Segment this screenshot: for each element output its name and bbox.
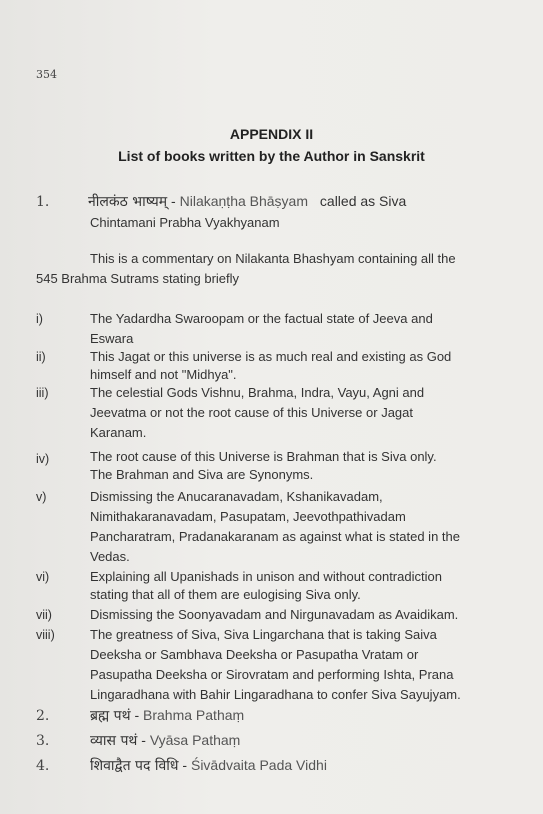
point-line: Eswara — [90, 331, 134, 346]
entry-line2: Chintamani Prabha Vyakhyanam — [90, 215, 280, 230]
entry-extra: called as Siva — [319, 193, 407, 209]
entry-devanagari: ब्रह्म पथं — [90, 708, 131, 724]
entry-title-line — [90, 731, 240, 750]
entry-devanagari: शिवाद्वैत पद विधि — [90, 758, 179, 774]
point-line: The root cause of this Universe is Brahman that is Siva only. — [90, 449, 437, 464]
entry-name: Nilakaṇṭha Bhāṣyam — [179, 193, 309, 209]
point-line: Lingaradhana with Bahir Lingaradhana to confer Siva Sayujyam. — [90, 687, 461, 702]
point-line: Jeevatma or not the root cause of this Universe or Jagat — [90, 405, 414, 420]
point-line: Dismissing the Soonyavadam and Nirgunavadam as Avaidikam. — [90, 607, 459, 622]
entry-name: Śivādvaita Pada Vidhi — [190, 757, 327, 773]
appendix-title: APPENDIX II — [229, 126, 314, 142]
point-line: This Jagat or this universe is as much real and existing as God — [90, 349, 452, 364]
point-numeral: i) — [36, 312, 43, 326]
point-numeral: ii) — [36, 350, 46, 364]
entry-number: 2. — [36, 708, 50, 724]
entry-name: Brahma Pathaṃ — [143, 707, 245, 723]
subtitle: List of books written by the Author in Sanskrit — [118, 148, 425, 164]
intro-line: 545 Brahma Sutrams stating briefly — [36, 271, 240, 286]
entry-title-line — [88, 192, 406, 211]
point-numeral: iii) — [36, 386, 49, 400]
point-line: Karanam. — [90, 425, 147, 440]
point-line: Explaining all Upanishads in unison and without contradiction — [90, 569, 442, 584]
point-numeral: iv) — [36, 452, 50, 466]
point-numeral: v) — [36, 490, 47, 504]
point-line: The Brahman and Siva are Synonyms. — [90, 467, 314, 482]
page-number: 354 — [36, 68, 57, 81]
point-line: The greatness of Siva, Siva Lingarchana that is taking Saiva — [90, 627, 437, 642]
entry-title-line — [90, 706, 244, 725]
point-line: The Yadardha Swaroopam or the factual state of Jeeva and — [90, 311, 433, 326]
entry-devanagari: व्यास पथं — [90, 733, 138, 749]
point-line: Pasupatha Deeksha or Sirovratam and performing Ishta, Prana — [90, 667, 454, 682]
point-line: Dismissing the Anucaranavadam, Kshanikavadam, — [90, 489, 383, 504]
point-line: Nimithakaranavadam, Pasupatam, Jeevothpathivadam — [90, 509, 406, 524]
point-numeral: vi) — [36, 570, 50, 584]
entry-number: 1. — [36, 194, 50, 210]
entry-devanagari: नीलकंठ भाष्यम् — [88, 194, 168, 210]
entry-name: Vyāsa Pathaṃ — [149, 732, 241, 748]
point-line: himself and not "Midhya". — [90, 367, 237, 382]
point-numeral: vii) — [36, 608, 52, 622]
intro-line: This is a commentary on Nilakanta Bhashyam containing all the — [90, 251, 456, 266]
entry-separator: - — [171, 193, 176, 209]
point-numeral: viii) — [36, 628, 55, 642]
entry-title-line — [90, 756, 327, 775]
entry-number: 4. — [36, 758, 50, 774]
point-line: Deeksha or Sambhava Deeksha or Pasupatha Vratam or — [90, 647, 419, 662]
point-line: Pancharatram, Pradanakaranam as against what is stated in the — [90, 529, 460, 544]
entry-number: 3. — [36, 733, 50, 749]
entry-separator: - — [134, 707, 140, 723]
entry-separator: - — [141, 732, 146, 748]
point-line: The celestial Gods Vishnu, Brahma, Indra, Vayu, Agni and — [90, 385, 425, 400]
entry-separator: - — [182, 757, 188, 773]
point-line: Vedas. — [90, 549, 130, 564]
point-line: stating that all of them are eulogising Siva only. — [90, 587, 361, 602]
